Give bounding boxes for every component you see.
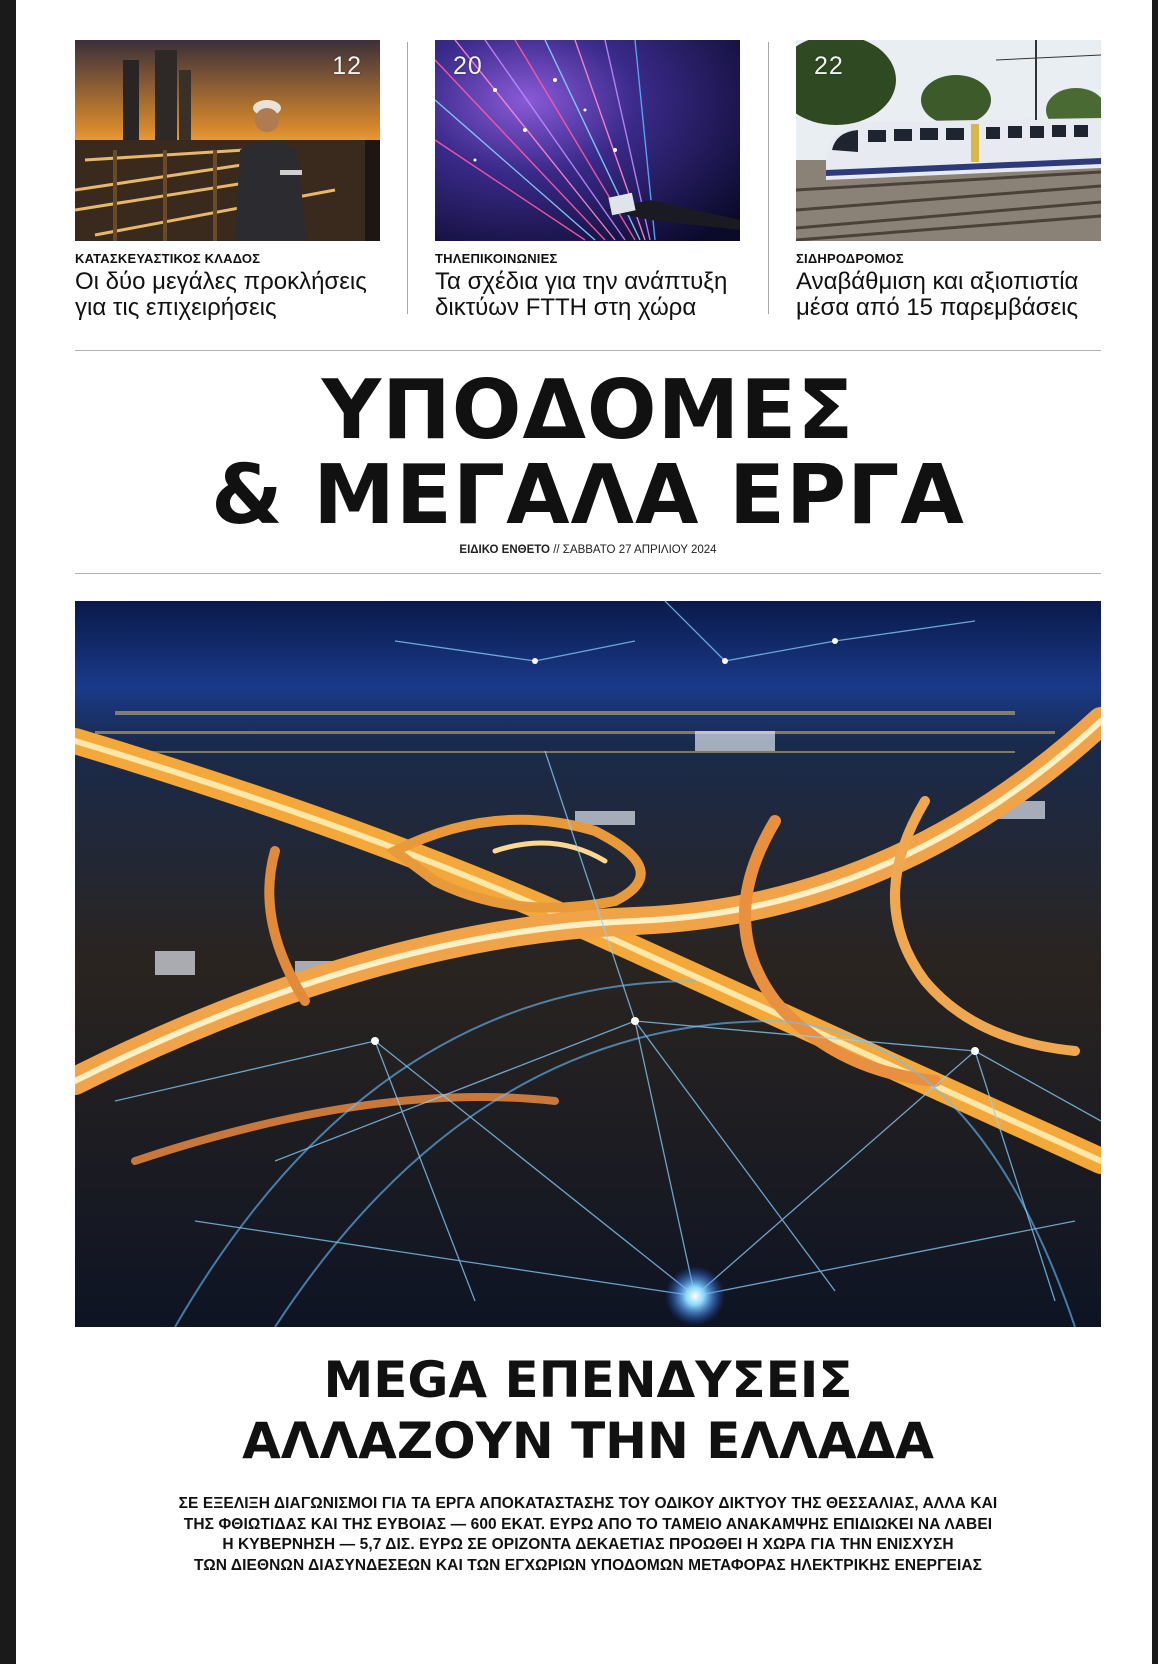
- dateline-separator: //: [550, 544, 563, 556]
- masthead-bottom-rule: [75, 573, 1101, 574]
- page-number: 20: [453, 52, 483, 80]
- teaser-headline[interactable]: Τα σχέδια για την ανάπτυξη δικτύων FTTH στη χώρα: [435, 268, 728, 321]
- issue-date: ΣΑΒΒΑΤΟ 27 ΑΠΡΙΛΙΟΥ 2024: [562, 544, 717, 556]
- highway-network-illustration: [75, 601, 1101, 1327]
- deck-line: ΣΕ ΕΞΕΛΙΞΗ ΔΙΑΓΩΝΙΣΜΟΙ ΓΙΑ ΤΑ ΕΡΓΑ ΑΠΟΚΑΤΑΣΤΑΣΗΣ ΤΟΥ ΟΔΙΚΟΥ ΔΙΚΤΥΟΥ ΤΗΣ ΘΕΣΣΑΛΙΑΣ, ΑΛΛΑ ΚΑΙ: [178, 1495, 998, 1512]
- teaser-image-refinery-worker[interactable]: [75, 40, 380, 241]
- lead-headline-line1: MEGA ΕΠΕΝΔΥΣΕΙΣ: [323, 1351, 853, 1409]
- teaser-image-train[interactable]: [796, 40, 1101, 241]
- section-title-line1: ΥΠΟΔΟΜΕΣ: [321, 363, 855, 458]
- deck-line: ΤΗΣ ΦΘΙΩΤΙΔΑΣ ΚΑΙ ΤΗΣ ΕΥΒΟΙΑΣ — 600 ΕΚΑΤ. ΕΥΡΩ ΑΠΟ ΤΟ ΤΑΜΕΙΟ ΑΝΑΚΑΜΨΗΣ ΕΠΙΔΙΩΚΕΙ ΝΑ ΛΑΒΕΙ: [183, 1515, 993, 1533]
- hero-image-highway-interchange: [75, 601, 1101, 1327]
- page-number: 22: [814, 52, 844, 80]
- teaser-headline[interactable]: Οι δύο μεγάλες προκλήσεις για τις επιχειρήσεις: [75, 268, 367, 321]
- lead-deck: [95, 1494, 1081, 1576]
- column-divider: [407, 42, 408, 314]
- column-divider: [768, 42, 769, 314]
- deck-line: ΤΩΝ ΔΙΕΘΝΩΝ ΔΙΑΣΥΝΔΕΣΕΩΝ ΚΑΙ ΤΩΝ ΕΓΧΩΡΙΩΝ ΥΠΟΔΟΜΩΝ ΜΕΤΑΦΟΡΑΣ ΗΛΕΚΤΡΙΚΗΣ ΕΝΕΡΓΕΙΑΣ: [193, 1556, 983, 1574]
- newspaper-page: [16, 0, 1152, 1664]
- lead-headline-line2: ΑΛΛΑΖΟΥΝ ΤΗΝ ΕΛΛΑΔΑ: [242, 1412, 934, 1470]
- teaser-category: ΤΗΛΕΠΙΚΟΙΝΩΝΙΕΣ: [435, 251, 558, 266]
- teaser-image-fiber-optics[interactable]: [435, 40, 740, 241]
- supplement-dateline: [75, 544, 1101, 556]
- section-title-line2: & ΜΕΓΑΛΑ ΕΡΓΑ: [211, 448, 965, 543]
- page-number: 12: [332, 52, 362, 80]
- deck-line: Η ΚΥΒΕΡΝΗΣΗ — 5,7 ΔΙΣ. ΕΥΡΩ ΣΕ ΟΡΙΖΟΝΤΑ ΔΕΚΑΕΤΙΑΣ ΠΡΟΩΘΕΙ Η ΧΩΡΑ ΓΙΑ ΤΗΝ ΕΝΙΣΧΥΣΗ: [222, 1536, 954, 1553]
- teaser-construction[interactable]: [75, 40, 380, 321]
- teaser-headline[interactable]: Αναβάθμιση και αξιοπιστία μέσα από 15 παρεμβάσεις: [796, 268, 1079, 321]
- teaser-telecom[interactable]: [435, 40, 740, 321]
- teaser-railway[interactable]: [796, 40, 1101, 321]
- teaser-category: ΣΙΔΗΡΟΔΡΟΜΟΣ: [796, 251, 904, 266]
- masthead-top-rule: [75, 350, 1101, 351]
- teaser-category: ΚΑΤΑΣΚΕΥΑΣΤΙΚΟΣ ΚΛΑΔΟΣ: [75, 251, 261, 266]
- supplement-label: ΕΙΔΙΚΟ ΕΝΘΕΤΟ: [459, 544, 551, 556]
